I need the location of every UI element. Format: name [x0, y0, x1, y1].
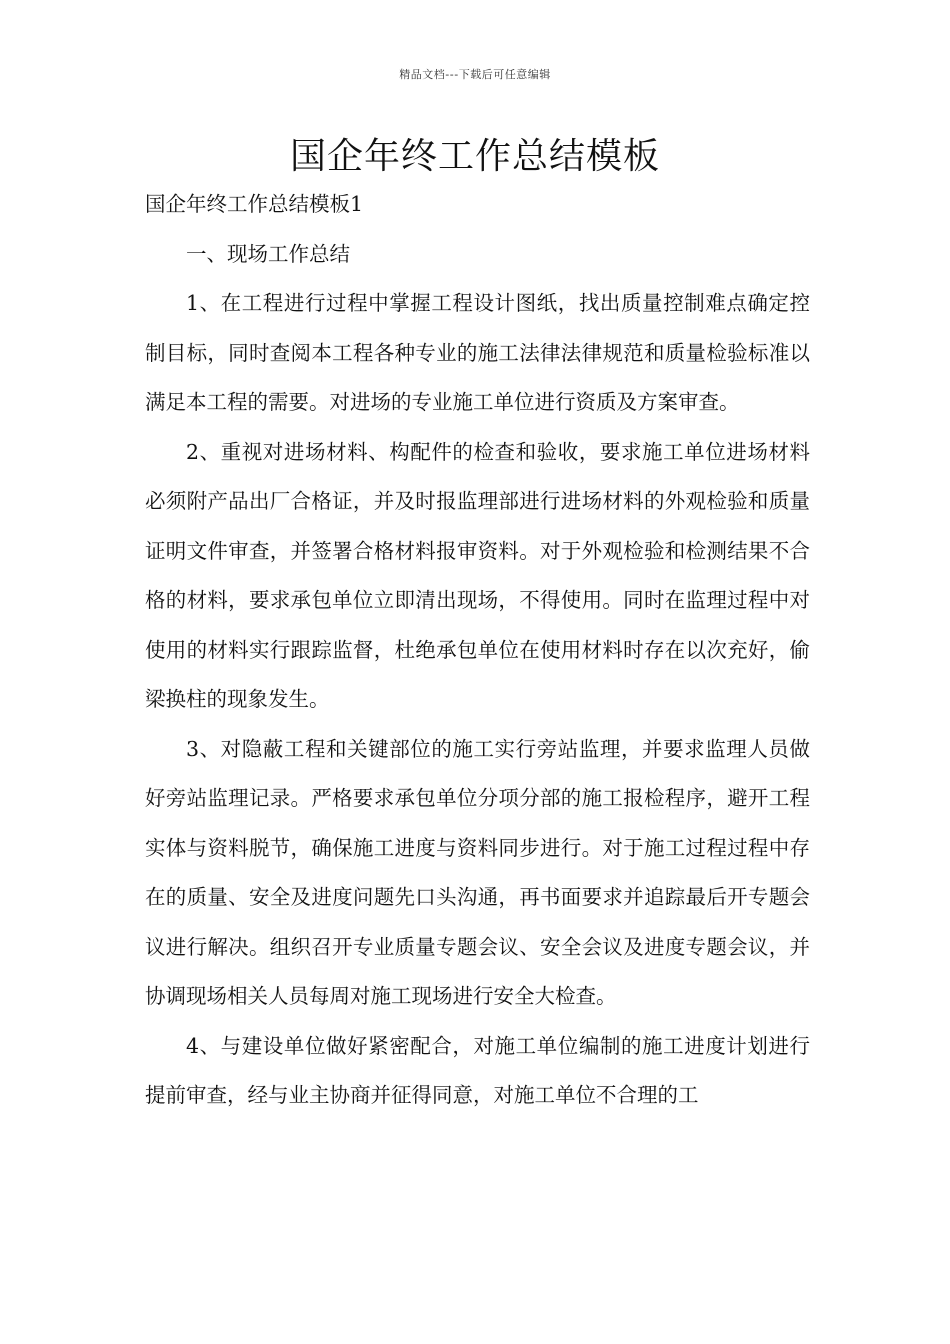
paragraph-3: 3、对隐蔽工程和关键部位的施工实行旁站监理，并要求监理人员做好旁站监理记录。严格要求承包单位分项分部的施工报检程序，避开工程实体与资料脱节，确保施工进度与资料同步进行。对于施工过程过程中存在的质量、安全及进度问题先口头沟通，再书面要求并追踪最后开专题会议进行解决。组织召开专业质量专题会议、安全会议及进度专题会议，并协调现场相关人员每周对施工现场进行安全大检查。 — [145, 736, 810, 1008]
section-heading: 一、现场工作总结 — [186, 241, 350, 266]
paragraph-1: 1、在工程进行过程中掌握工程设计图纸，找出质量控制难点确定控制目标，同时查阅本工程各种专业的施工法律法律规范和质量检验标准以满足本工程的需要。对进场的专业施工单位进行资质及方案审查。 — [145, 291, 810, 414]
paragraph-2: 2、重视对进场材料、构配件的检查和验收，要求施工单位进场材料必须附产品出厂合格证，并及时报监理部进行进场材料的外观检验和质量证明文件审查，并签署合格材料报审资料。对于外观检验和检测结果不合格的材料，要求承包单位立即清出现场，不得使用。同时在监理过程中对使用的材料实行跟踪监督，杜绝承包单位在使用材料时存在以次充好，偷梁换柱的现象发生。 — [145, 439, 810, 711]
document-title: 国企年终工作总结模板 — [289, 136, 660, 177]
document-subtitle: 国企年终工作总结模板1 — [145, 192, 364, 216]
header-note: 精品文档---下载后可任意编辑 — [399, 68, 551, 81]
document-body — [145, 180, 810, 1121]
paragraph-4: 4、与建设单位做好紧密配合，对施工单位编制的施工进度计划进行提前审查，经与业主协商并征得同意，对施工单位不合理的工 — [145, 1033, 810, 1107]
